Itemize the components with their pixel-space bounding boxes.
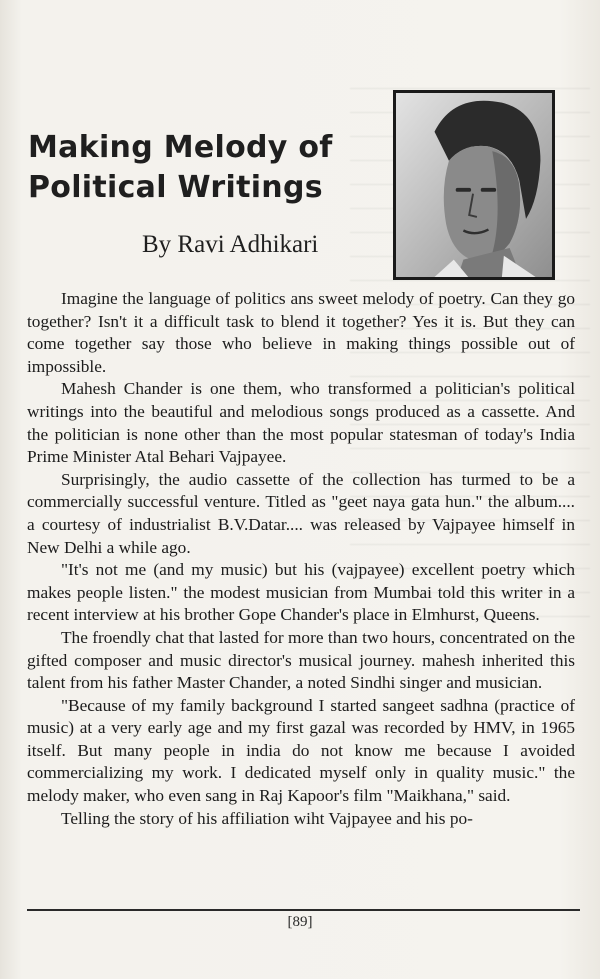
footer-rule bbox=[27, 909, 580, 911]
author-portrait-photo bbox=[393, 90, 555, 280]
article-byline: By Ravi Adhikari bbox=[142, 231, 319, 258]
article-paragraph: Imagine the language of politics ans sweet melody of poetry. Can they go together? Isn't it a difficult task to blend it together? Yes it is. But they can come together say those who believe in making things possible out of impossible. bbox=[27, 289, 575, 376]
article-paragraph: "It's not me (and my music) but his (vajpayee) excellent poetry which makes people listen." the modest musician from Mumbai told this writer in a recent interview at his brother Gope Chander's place in Elmhurst, Queens. bbox=[27, 560, 575, 625]
article-title: Making Melody of Political Writings bbox=[28, 130, 333, 205]
article-paragraph: Telling the story of his affiliation wiht Vajpayee and his po- bbox=[61, 808, 473, 828]
article-paragraph: Surprisingly, the audio cassette of the collection has turmed to be a commercially successful venture. Titled as "geet naya gata hun." the album.... a courtesy of industrialist B.V.Datar.... was released by Vajpayee himself in New Delhi a while ago. bbox=[27, 469, 575, 557]
article-paragraph: "Because of my family background I started sangeet sadhna (practice of music) at a very early age and my first gazal was recorded by HMV, in 1965 itself. But many people in india do not know me because I avoided commercializing my work. I dedicated myself only in quality music." the melody maker, who even sang in Raj Kapoor's film "Maikhana," said. bbox=[27, 695, 575, 806]
article-paragraph: Mahesh Chander is one them, who transformed a politician's political writings into the beautiful and melodious songs produced as a cassette. And the politician is none other than the most popular statesman of today's India Prime Minister Atal Behari Vajpayee. bbox=[27, 379, 575, 467]
article-body bbox=[27, 288, 575, 830]
article-paragraph: The froendly chat that lasted for more than two hours, concentrated on the gifted composer and music director's musical journey. mahesh inherited this talent from his father Master Chander, a noted Sindhi singer and musician. bbox=[27, 627, 575, 693]
page-number: [89] bbox=[287, 914, 313, 930]
